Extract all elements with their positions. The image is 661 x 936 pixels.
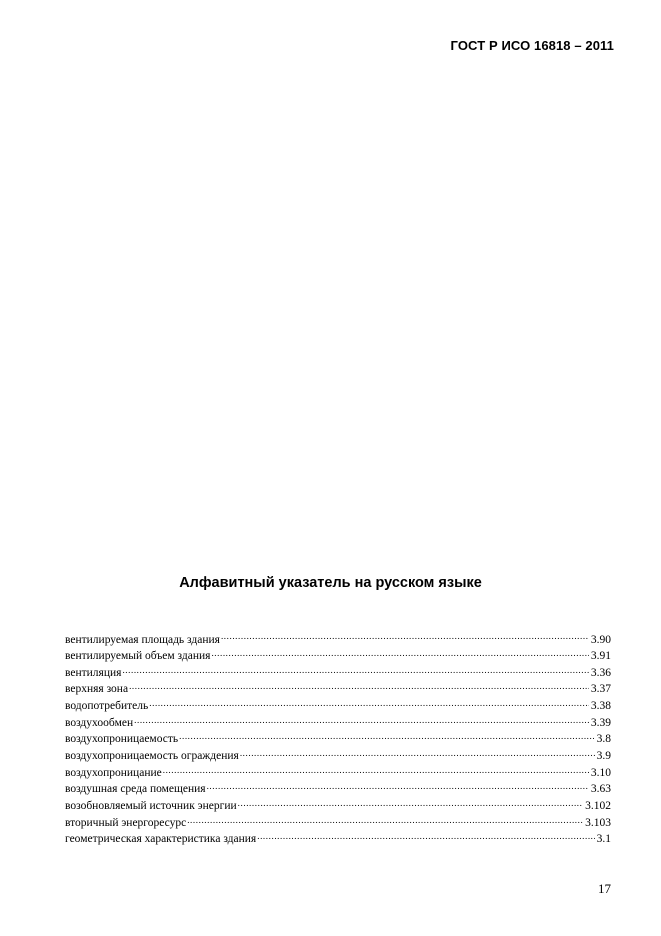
dot-leader bbox=[134, 714, 589, 726]
dot-leader bbox=[179, 731, 595, 743]
index-reference: 3.1 bbox=[596, 833, 611, 846]
index-term: воздухопроницание bbox=[65, 766, 162, 779]
index-entry bbox=[65, 714, 611, 731]
index-entry bbox=[65, 764, 611, 781]
dot-leader bbox=[122, 664, 588, 676]
index-entry bbox=[65, 781, 611, 798]
index-reference: 3.8 bbox=[596, 733, 611, 746]
alphabetical-index-list bbox=[65, 631, 611, 848]
index-term: воздушная среда помещения bbox=[65, 783, 206, 796]
dot-leader bbox=[240, 748, 595, 760]
index-term: геометрическая характеристика здания bbox=[65, 833, 257, 846]
index-entry bbox=[65, 664, 611, 681]
dot-leader bbox=[211, 648, 588, 660]
page-number: 17 bbox=[598, 881, 611, 896]
index-entry bbox=[65, 798, 611, 815]
index-entry bbox=[65, 698, 611, 715]
index-reference: 3.91 bbox=[590, 650, 611, 663]
dot-leader bbox=[207, 781, 589, 793]
index-entry bbox=[65, 648, 611, 665]
index-reference: 3.38 bbox=[590, 700, 611, 713]
index-term: возобновляемый источник энергии bbox=[65, 800, 237, 813]
index-term: вентилируемый объем здания bbox=[65, 650, 211, 663]
index-term: воздухообмен bbox=[65, 716, 134, 729]
index-entry bbox=[65, 831, 611, 848]
index-entry bbox=[65, 681, 611, 698]
dot-leader bbox=[238, 798, 583, 810]
dot-leader bbox=[187, 814, 583, 826]
index-term: верхняя зона bbox=[65, 683, 129, 696]
standard-code-header: ГОСТ Р ИСО 16818 – 2011 bbox=[450, 38, 614, 53]
index-entry bbox=[65, 631, 611, 648]
index-reference: 3.90 bbox=[590, 633, 611, 646]
index-entry bbox=[65, 748, 611, 765]
index-term: вентиляция bbox=[65, 666, 122, 679]
index-reference: 3.103 bbox=[585, 816, 611, 829]
index-term: вторичный энергоресурс bbox=[65, 816, 187, 829]
index-reference: 3.10 bbox=[590, 766, 611, 779]
index-term: воздухопроницаемость bbox=[65, 733, 179, 746]
index-reference: 3.37 bbox=[590, 683, 611, 696]
index-reference: 3.9 bbox=[596, 750, 611, 763]
index-reference: 3.63 bbox=[590, 783, 611, 796]
dot-leader bbox=[149, 698, 589, 710]
dot-leader bbox=[163, 764, 589, 776]
index-term: воздухопроницаемость ограждения bbox=[65, 750, 239, 763]
index-reference: 3.39 bbox=[590, 716, 611, 729]
index-reference: 3.102 bbox=[585, 800, 611, 813]
index-entry bbox=[65, 731, 611, 748]
dot-leader bbox=[221, 631, 589, 643]
index-term: водопотребитель bbox=[65, 700, 149, 713]
index-entry bbox=[65, 814, 611, 831]
dot-leader bbox=[129, 681, 589, 693]
index-term: вентилируемая площадь здания bbox=[65, 633, 220, 646]
index-reference: 3.36 bbox=[590, 666, 611, 679]
index-section-title: Алфавитный указатель на русском языке bbox=[179, 575, 482, 591]
dot-leader bbox=[257, 831, 594, 843]
